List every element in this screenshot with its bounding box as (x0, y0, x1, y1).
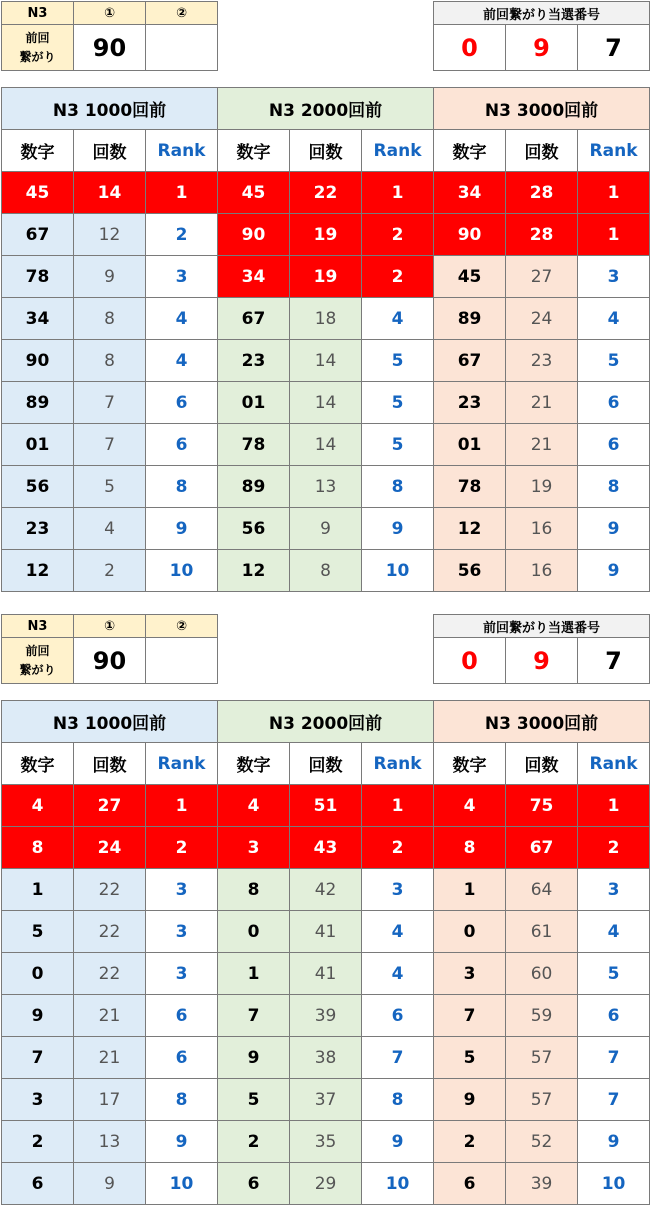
count-cell: 7 (74, 424, 146, 466)
count-cell: 61 (506, 911, 578, 953)
count-cell: 23 (506, 340, 578, 382)
count-header: 回数 (74, 743, 146, 785)
count-cell: 51 (290, 785, 362, 827)
count-cell: 42 (290, 869, 362, 911)
digit-cell: 56 (218, 508, 290, 550)
rank-cell: 8 (578, 466, 650, 508)
prev-link-table-2 (1, 614, 218, 684)
digit-cell: 4 (434, 785, 506, 827)
winning-number-3: 7 (578, 638, 650, 684)
rank-cell: 8 (362, 466, 434, 508)
count-cell: 60 (506, 953, 578, 995)
rank-cell: 4 (362, 911, 434, 953)
count-cell: 52 (506, 1121, 578, 1163)
rank-header: Rank (578, 130, 650, 172)
digit-cell: 8 (2, 827, 74, 869)
count-cell: 37 (290, 1079, 362, 1121)
count-cell: 2 (74, 550, 146, 592)
rank-cell: 6 (362, 995, 434, 1037)
digit-cell: 2 (434, 1121, 506, 1163)
digit-cell: 78 (2, 256, 74, 298)
col2-label: ② (146, 2, 218, 25)
digit-cell: 67 (2, 214, 74, 256)
rank-cell: 1 (362, 785, 434, 827)
rank-cell: 10 (362, 1163, 434, 1205)
rank-cell: 6 (146, 424, 218, 466)
count-cell: 21 (74, 995, 146, 1037)
table-row (2, 424, 650, 466)
rank-cell: 1 (146, 172, 218, 214)
count-cell: 59 (506, 995, 578, 1037)
rank-cell: 2 (362, 827, 434, 869)
winning-number-1: 0 (434, 638, 506, 684)
digit-cell: 34 (434, 172, 506, 214)
prev-link-value: 90 (74, 638, 146, 684)
rank-cell: 6 (146, 995, 218, 1037)
digit-cell: 0 (434, 911, 506, 953)
digit-cell: 34 (2, 298, 74, 340)
digit-cell: 3 (2, 1079, 74, 1121)
digit-cell: 89 (434, 298, 506, 340)
rank-cell: 8 (362, 1079, 434, 1121)
rank-cell: 8 (146, 466, 218, 508)
count-header: 回数 (290, 743, 362, 785)
digit-cell: 56 (2, 466, 74, 508)
count-cell: 8 (74, 340, 146, 382)
count-cell: 9 (74, 1163, 146, 1205)
winning-number-1: 0 (434, 25, 506, 71)
count-cell: 35 (290, 1121, 362, 1163)
count-cell: 21 (506, 382, 578, 424)
digit-cell: 34 (218, 256, 290, 298)
count-cell: 8 (290, 550, 362, 592)
block-title: N3 3000回前 (434, 701, 650, 743)
count-cell: 67 (506, 827, 578, 869)
rank-header: Rank (146, 743, 218, 785)
table-row (2, 382, 650, 424)
rank-cell: 10 (146, 1163, 218, 1205)
rank-header: Rank (362, 130, 434, 172)
count-cell: 41 (290, 911, 362, 953)
digit-cell: 9 (218, 1037, 290, 1079)
digit-cell: 01 (218, 382, 290, 424)
table-row (2, 172, 650, 214)
digit-cell: 90 (2, 340, 74, 382)
rank-header: Rank (146, 130, 218, 172)
count-cell: 14 (290, 424, 362, 466)
count-cell: 24 (74, 827, 146, 869)
table-row (2, 869, 650, 911)
rank-cell: 9 (362, 1121, 434, 1163)
digit-header: 数字 (218, 130, 290, 172)
rank-cell: 9 (578, 1121, 650, 1163)
digit-cell: 0 (218, 911, 290, 953)
count-cell: 17 (74, 1079, 146, 1121)
count-cell: 14 (290, 382, 362, 424)
winning-number-table-2 (433, 614, 650, 684)
count-cell: 75 (506, 785, 578, 827)
digit-header: 数字 (2, 743, 74, 785)
digit-cell: 1 (434, 869, 506, 911)
count-cell: 13 (74, 1121, 146, 1163)
count-cell: 8 (74, 298, 146, 340)
rank-cell: 1 (362, 172, 434, 214)
block-title: N3 3000回前 (434, 88, 650, 130)
count-cell: 29 (290, 1163, 362, 1205)
block-title: N3 2000回前 (218, 88, 434, 130)
count-cell: 9 (290, 508, 362, 550)
rank-cell: 3 (146, 953, 218, 995)
count-cell: 21 (506, 424, 578, 466)
digit-cell: 45 (434, 256, 506, 298)
digit-cell: 3 (434, 953, 506, 995)
rank-cell: 1 (146, 785, 218, 827)
digit-cell: 9 (434, 1079, 506, 1121)
rank-cell: 1 (578, 172, 650, 214)
rank-cell: 2 (578, 827, 650, 869)
digit-cell: 67 (434, 340, 506, 382)
digit-cell: 5 (2, 911, 74, 953)
rank-cell: 5 (578, 340, 650, 382)
count-cell: 19 (506, 466, 578, 508)
digit-cell: 0 (2, 953, 74, 995)
winning-number-table-1 (433, 1, 650, 71)
rank-cell: 2 (362, 214, 434, 256)
col2-label: ② (146, 615, 218, 638)
count-cell: 16 (506, 508, 578, 550)
count-cell: 28 (506, 214, 578, 256)
digit-header: 数字 (218, 743, 290, 785)
rank-cell: 3 (146, 256, 218, 298)
frequency-table-1 (1, 87, 650, 592)
rank-cell: 5 (578, 953, 650, 995)
digit-cell: 7 (218, 995, 290, 1037)
digit-cell: 4 (218, 785, 290, 827)
digit-cell: 78 (218, 424, 290, 466)
rank-cell: 8 (146, 1079, 218, 1121)
table-row (2, 995, 650, 1037)
rank-cell: 3 (578, 869, 650, 911)
digit-cell: 12 (434, 508, 506, 550)
rank-cell: 6 (578, 995, 650, 1037)
digit-cell: 78 (434, 466, 506, 508)
rank-cell: 4 (578, 298, 650, 340)
prev-link-value-2 (146, 25, 218, 71)
rank-cell: 6 (578, 382, 650, 424)
table-row (2, 466, 650, 508)
rank-cell: 5 (362, 340, 434, 382)
digit-cell: 01 (2, 424, 74, 466)
rank-cell: 4 (362, 298, 434, 340)
rank-cell: 3 (578, 256, 650, 298)
rank-cell: 1 (578, 785, 650, 827)
n3-label: N3 (2, 615, 74, 638)
count-cell: 21 (74, 1037, 146, 1079)
digit-cell: 89 (2, 382, 74, 424)
count-cell: 19 (290, 214, 362, 256)
digit-cell: 3 (218, 827, 290, 869)
count-cell: 22 (74, 869, 146, 911)
rank-header: Rank (362, 743, 434, 785)
rank-cell: 4 (146, 298, 218, 340)
count-cell: 22 (74, 953, 146, 995)
rank-cell: 5 (362, 382, 434, 424)
winning-title: 前回繋がり当選番号 (434, 615, 650, 638)
count-cell: 28 (506, 172, 578, 214)
digit-cell: 8 (218, 869, 290, 911)
digit-cell: 01 (434, 424, 506, 466)
count-cell: 39 (290, 995, 362, 1037)
count-cell: 57 (506, 1079, 578, 1121)
block-title: N3 1000回前 (2, 701, 218, 743)
digit-cell: 45 (218, 172, 290, 214)
digit-cell: 1 (2, 869, 74, 911)
table-row (2, 256, 650, 298)
digit-cell: 23 (434, 382, 506, 424)
digit-cell: 7 (434, 995, 506, 1037)
table-row (2, 1037, 650, 1079)
count-cell: 64 (506, 869, 578, 911)
rank-cell: 1 (578, 214, 650, 256)
rank-cell: 5 (362, 424, 434, 466)
digit-header: 数字 (2, 130, 74, 172)
digit-cell: 6 (218, 1163, 290, 1205)
digit-cell: 8 (434, 827, 506, 869)
digit-cell: 90 (218, 214, 290, 256)
rank-cell: 10 (146, 550, 218, 592)
rank-cell: 4 (146, 340, 218, 382)
rank-cell: 4 (578, 911, 650, 953)
count-cell: 19 (290, 256, 362, 298)
winning-number-2: 9 (506, 638, 578, 684)
count-cell: 43 (290, 827, 362, 869)
prev-link-label: 前回 繋がり (2, 25, 74, 71)
count-cell: 13 (290, 466, 362, 508)
digit-cell: 2 (2, 1121, 74, 1163)
rank-cell: 6 (146, 1037, 218, 1079)
count-cell: 27 (74, 785, 146, 827)
digit-cell: 6 (2, 1163, 74, 1205)
digit-cell: 45 (2, 172, 74, 214)
count-cell: 41 (290, 953, 362, 995)
table-row (2, 550, 650, 592)
rank-cell: 3 (362, 869, 434, 911)
digit-cell: 6 (434, 1163, 506, 1205)
digit-cell: 4 (2, 785, 74, 827)
count-cell: 5 (74, 466, 146, 508)
count-header: 回数 (506, 743, 578, 785)
table-row (2, 1121, 650, 1163)
digit-cell: 5 (218, 1079, 290, 1121)
rank-cell: 9 (362, 508, 434, 550)
table-row (2, 1079, 650, 1121)
count-cell: 9 (74, 256, 146, 298)
winning-number-3: 7 (578, 25, 650, 71)
rank-cell: 3 (146, 869, 218, 911)
table-row (2, 1163, 650, 1205)
table-row (2, 340, 650, 382)
table-row (2, 508, 650, 550)
rank-cell: 7 (362, 1037, 434, 1079)
table-row (2, 827, 650, 869)
count-cell: 14 (74, 172, 146, 214)
col1-label: ① (74, 615, 146, 638)
rank-cell: 7 (578, 1037, 650, 1079)
table-row (2, 953, 650, 995)
rank-cell: 9 (578, 508, 650, 550)
prev-link-label: 前回 繋がり (2, 638, 74, 684)
count-cell: 12 (74, 214, 146, 256)
winning-number-2: 9 (506, 25, 578, 71)
table-row (2, 298, 650, 340)
rank-cell: 7 (578, 1079, 650, 1121)
digit-cell: 56 (434, 550, 506, 592)
n3-label: N3 (2, 2, 74, 25)
rank-cell: 2 (362, 256, 434, 298)
digit-cell: 67 (218, 298, 290, 340)
digit-cell: 7 (2, 1037, 74, 1079)
rank-cell: 2 (146, 214, 218, 256)
rank-cell: 6 (146, 382, 218, 424)
count-cell: 4 (74, 508, 146, 550)
digit-cell: 89 (218, 466, 290, 508)
count-cell: 24 (506, 298, 578, 340)
rank-cell: 10 (362, 550, 434, 592)
frequency-table-2 (1, 700, 650, 1205)
rank-cell: 6 (578, 424, 650, 466)
rank-header: Rank (578, 743, 650, 785)
digit-cell: 12 (2, 550, 74, 592)
count-cell: 7 (74, 382, 146, 424)
digit-cell: 5 (434, 1037, 506, 1079)
digit-cell: 23 (2, 508, 74, 550)
count-header: 回数 (506, 130, 578, 172)
block-title: N3 2000回前 (218, 701, 434, 743)
count-header: 回数 (74, 130, 146, 172)
count-header: 回数 (290, 130, 362, 172)
winning-title: 前回繋がり当選番号 (434, 2, 650, 25)
digit-cell: 90 (434, 214, 506, 256)
count-cell: 57 (506, 1037, 578, 1079)
prev-link-value-2 (146, 638, 218, 684)
rank-cell: 3 (146, 911, 218, 953)
count-cell: 22 (74, 911, 146, 953)
col1-label: ① (74, 2, 146, 25)
rank-cell: 4 (362, 953, 434, 995)
table-row (2, 214, 650, 256)
rank-cell: 10 (578, 1163, 650, 1205)
count-cell: 18 (290, 298, 362, 340)
count-cell: 27 (506, 256, 578, 298)
digit-cell: 9 (2, 995, 74, 1037)
rank-cell: 9 (578, 550, 650, 592)
rank-cell: 9 (146, 508, 218, 550)
table-row (2, 911, 650, 953)
prev-link-table-1 (1, 1, 218, 71)
count-cell: 39 (506, 1163, 578, 1205)
rank-cell: 9 (146, 1121, 218, 1163)
count-cell: 14 (290, 340, 362, 382)
digit-cell: 2 (218, 1121, 290, 1163)
count-cell: 38 (290, 1037, 362, 1079)
block-title: N3 1000回前 (2, 88, 218, 130)
digit-cell: 1 (218, 953, 290, 995)
digit-cell: 12 (218, 550, 290, 592)
rank-cell: 2 (146, 827, 218, 869)
prev-link-value: 90 (74, 25, 146, 71)
count-cell: 22 (290, 172, 362, 214)
count-cell: 16 (506, 550, 578, 592)
digit-cell: 23 (218, 340, 290, 382)
digit-header: 数字 (434, 743, 506, 785)
digit-header: 数字 (434, 130, 506, 172)
table-row (2, 785, 650, 827)
